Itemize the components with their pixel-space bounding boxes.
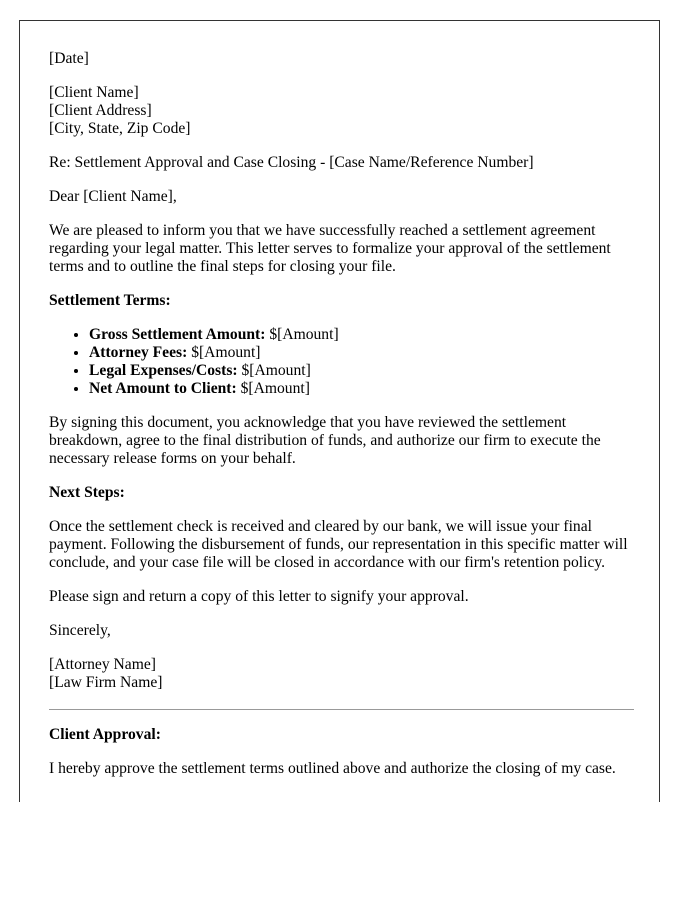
next-steps-paragraph: Once the settlement check is received and cleared by our bank, we will issue your final payment. Following the disbursement of funds, our representation in this specific matter will conclude, and your case file will be closed in accordance with our firm's retention policy. — [49, 518, 628, 571]
list-item — [89, 344, 634, 362]
client-address: [Client Address] — [49, 102, 152, 119]
client-approval-heading: Client Approval: — [49, 726, 161, 743]
term-value: $[Amount] — [236, 380, 310, 397]
client-city-state-zip: [City, State, Zip Code] — [49, 120, 191, 137]
law-firm-name: [Law Firm Name] — [49, 674, 163, 691]
signature-block — [49, 656, 634, 692]
attorney-name: [Attorney Name] — [49, 656, 156, 673]
term-value: $[Amount] — [265, 326, 339, 343]
term-value: $[Amount] — [187, 344, 261, 361]
intro-paragraph: We are pleased to inform you that we have successfully reached a settlement agreement regarding your legal matter. This letter serves to formalize your approval of the settlement terms and to outline the final steps for closing your file. — [49, 222, 611, 275]
term-label: Legal Expenses/Costs: — [89, 362, 238, 379]
salutation: Dear [Client Name], — [49, 188, 177, 205]
settlement-terms-heading: Settlement Terms: — [49, 292, 171, 309]
letter-content — [49, 50, 634, 794]
term-label: Gross Settlement Amount: — [89, 326, 266, 343]
acknowledgement-paragraph: By signing this document, you acknowledge that you have reviewed the settlement breakdown, agree to the final distribution of funds, and authorize our firm to execute the necessary release forms on your behalf. — [49, 414, 601, 467]
term-label: Net Amount to Client: — [89, 380, 237, 397]
letter-page — [19, 20, 660, 802]
client-approval-statement: I hereby approve the settlement terms outlined above and authorize the closing of my case. — [49, 760, 616, 777]
next-steps-heading: Next Steps: — [49, 484, 125, 501]
list-item — [89, 362, 634, 380]
list-item — [89, 326, 634, 344]
client-address-block — [49, 84, 634, 138]
letter-date: [Date] — [49, 50, 89, 67]
list-item — [89, 380, 634, 398]
request-paragraph: Please sign and return a copy of this letter to signify your approval. — [49, 588, 469, 605]
section-divider — [49, 709, 634, 710]
term-label: Attorney Fees: — [89, 344, 188, 361]
term-value: $[Amount] — [237, 362, 311, 379]
client-name: [Client Name] — [49, 84, 139, 101]
closing: Sincerely, — [49, 622, 111, 639]
subject-line: Re: Settlement Approval and Case Closing - [Case Name/Reference Number] — [49, 154, 534, 171]
settlement-terms-list — [49, 326, 634, 398]
